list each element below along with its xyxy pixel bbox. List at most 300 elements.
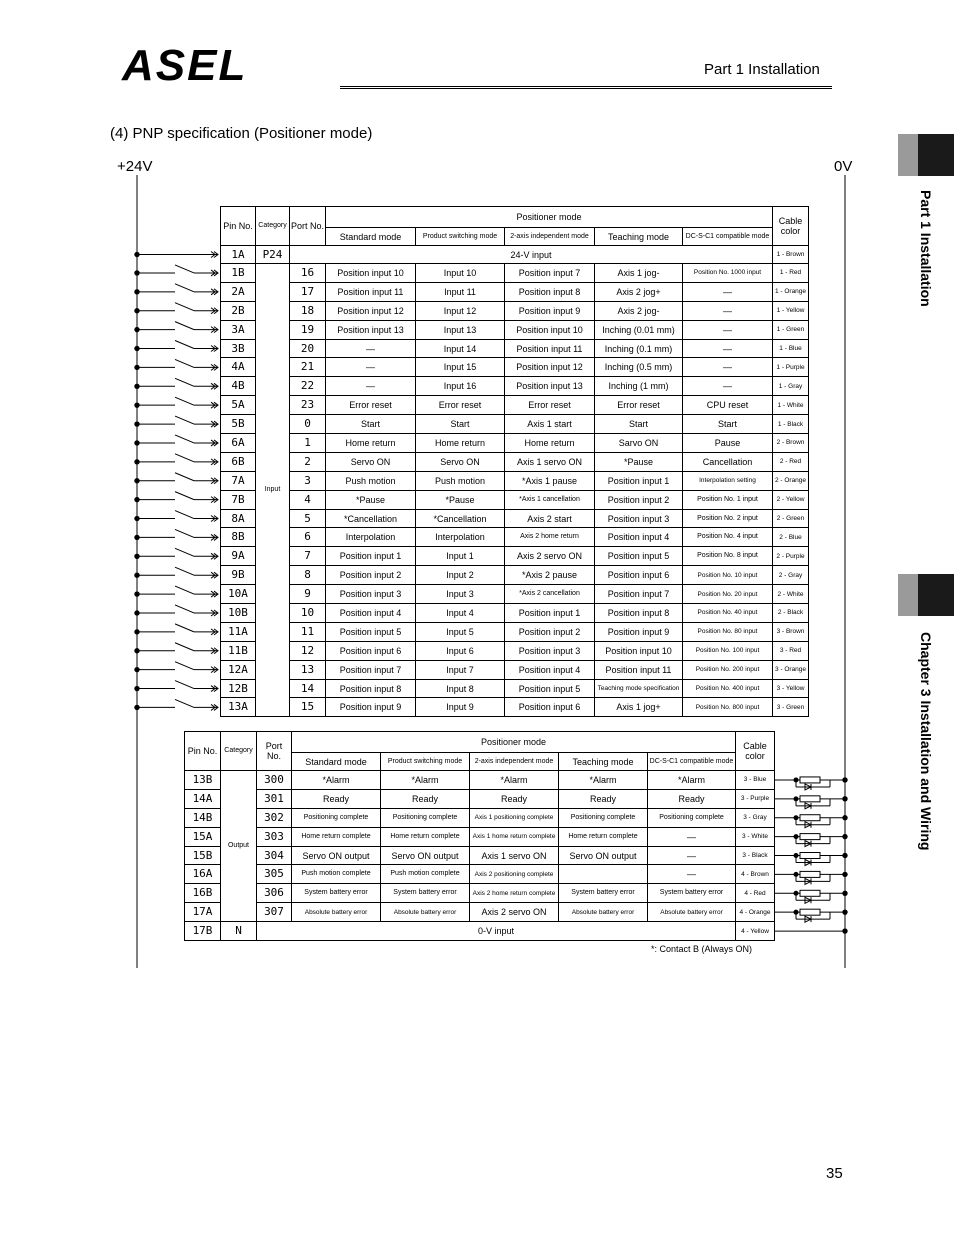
mode-cell: Position input 7 [505,264,595,283]
mode-cell: Position input 4 [326,604,416,623]
color-cell: 2 - Purple [773,547,809,566]
input-switch [175,548,194,556]
mode-cell: *Axis 1 pause [505,471,595,490]
input-switch [175,699,194,707]
pin-cell: 13B [185,771,221,790]
input-switch [175,586,194,594]
mode-cell: Position No. 100 input [683,641,773,660]
input-switch [175,359,194,367]
color-cell: 1 - Orange [773,282,809,301]
mode-cell: Input 3 [416,585,505,604]
mode-cell: *Axis 2 cancellation [505,585,595,604]
mode-cell: Position input 6 [595,566,683,585]
mode-cell: Input 8 [416,679,505,698]
color-cell: 3 - Orange [773,660,809,679]
input-switch [175,303,194,311]
pin-cell: 4A [221,358,256,377]
input-switch [175,378,194,386]
mode-cell: — [683,358,773,377]
pin-cell: 5A [221,396,256,415]
mode-cell: Input 5 [416,622,505,641]
pin-cell: 4B [221,377,256,396]
mode-cell: Error reset [416,396,505,415]
mode-cell: — [326,377,416,396]
mode-cell: — [683,377,773,396]
mode-cell: Position input 3 [505,641,595,660]
mode-cell: — [683,320,773,339]
footnote: *: Contact B (Always ON) [651,944,753,954]
mode-cell: Input 11 [416,282,505,301]
mode-cell: Input 16 [416,377,505,396]
input-switch [175,511,194,519]
port-cell: 303 [257,827,292,846]
mode-cell: *Pause [326,490,416,509]
pin-cell: 15B [185,846,221,865]
mode-cell: Axis 2 jog+ [595,282,683,301]
port-cell: 306 [257,884,292,903]
input-switch [175,322,194,330]
mode-cell: Start [326,415,416,434]
mode-cell: Home return complete [381,827,470,846]
mode-cell: Push motion [326,471,416,490]
mode-cell: Home return complete [559,827,648,846]
pin-cell: 14A [185,789,221,808]
pin-cell: 13A [221,698,256,717]
mode-cell: Position input 13 [326,320,416,339]
mode-cell: *Pause [595,452,683,471]
mode-cell: Input 2 [416,566,505,585]
header-mode-group: Positioner mode [292,732,736,753]
header-mode: Teaching mode [595,228,683,246]
mode-cell: Position input 9 [595,622,683,641]
mode-cell: Interpolation setting [683,471,773,490]
mode-cell: — [648,865,736,884]
input-switch [175,605,194,613]
port-cell: 300 [257,771,292,790]
zero-v-label: 0V [834,158,853,175]
mode-cell: — [648,827,736,846]
mode-cell: Axis 2 servo ON [470,903,559,922]
mode-cell: Push motion [416,471,505,490]
mode-cell: Inching (0.01 mm) [595,320,683,339]
color-cell: 3 - Blue [736,771,775,790]
color-cell: 1 - Green [773,320,809,339]
mode-cell: Start [416,415,505,434]
mode-cell: Start [595,415,683,434]
mode-cell: Position input 4 [505,660,595,679]
mode-cell: Position No. 40 input [683,604,773,623]
mode-cell: Positioning complete [381,808,470,827]
side-tab-chapter: Chapter 3 Installation and Wiring [918,632,934,851]
pin-cell: 10B [221,604,256,623]
mode-cell: Ready [292,789,381,808]
input-switch [175,454,194,462]
color-cell: 1 - Gray [773,377,809,396]
port-cell: 8 [290,566,326,585]
pin-cell: 2A [221,282,256,301]
mode-cell: Home return complete [292,827,381,846]
mode-cell: — [683,301,773,320]
mode-cell: Ready [559,789,648,808]
color-cell: 4 - Orange [736,903,775,922]
mode-cell: Position input 2 [326,566,416,585]
mode-cell: Position input 3 [326,585,416,604]
mode-cell: Position No. 20 input [683,585,773,604]
pin-cell: 15A [185,827,221,846]
port-cell: 6 [290,528,326,547]
mode-cell: Axis 1 start [505,415,595,434]
mode-cell: *Axis 1 cancellation [505,490,595,509]
mode-cell: Axis 1 jog+ [595,698,683,717]
mode-cell: Axis 2 servo ON [505,547,595,566]
mode-cell: — [648,846,736,865]
mode-cell: Axis 1 servo ON [505,452,595,471]
mode-cell: Start [683,415,773,434]
mode-cell: Position input 1 [326,547,416,566]
pin-cell: 11B [221,641,256,660]
mode-cell: Input 15 [416,358,505,377]
pin-cell: 1B [221,264,256,283]
header-mode: Standard mode [292,753,381,771]
category-cell: Output [221,771,257,922]
mode-cell: Position input 5 [595,547,683,566]
mode-cell: Error reset [505,396,595,415]
color-cell: 4 - Red [736,884,775,903]
mode-cell: Axis 1 jog- [595,264,683,283]
pin-cell: 2B [221,301,256,320]
mode-cell: Push motion complete [381,865,470,884]
load-resistor [800,777,820,783]
mode-cell: Home return [416,434,505,453]
mode-cell: Home return [326,434,416,453]
mode-cell: CPU reset [683,396,773,415]
pin-cell: 1A [221,246,256,264]
mode-cell: *Cancellation [416,509,505,528]
color-cell: 3 - Green [773,698,809,717]
color-cell: 1 - Purple [773,358,809,377]
input-switch [175,435,194,443]
color-cell: 2 - Black [773,604,809,623]
mode-cell: *Alarm [381,771,470,790]
pin-cell: 8A [221,509,256,528]
mode-cell: Position input 6 [326,641,416,660]
color-cell: 2 - Gray [773,566,809,585]
mode-cell: — [326,339,416,358]
mode-cell: Input 14 [416,339,505,358]
mode-cell: — [683,282,773,301]
input-switch [175,662,194,670]
header-color: Cable color [773,207,809,246]
port-cell: 4 [290,490,326,509]
pin-cell: 6B [221,452,256,471]
mode-cell: System battery error [648,884,736,903]
mode-cell: Position input 2 [595,490,683,509]
color-cell: 2 - Yellow [773,490,809,509]
mode-cell: Servo ON [416,452,505,471]
mode-cell: Position input 12 [505,358,595,377]
mode-cell: Position No. 400 input [683,679,773,698]
input-switch [175,681,194,689]
header-port: Port No. [290,207,326,246]
port-cell: 304 [257,846,292,865]
mode-cell: Axis 1 positioning complete [470,808,559,827]
category-cell: P24 [256,246,290,264]
input-switch [175,473,194,481]
mode-cell: Position input 10 [505,320,595,339]
mode-cell: Position input 5 [326,622,416,641]
port-cell: 5 [290,509,326,528]
mode-cell: Sarvo ON [595,434,683,453]
pin-cell: 3A [221,320,256,339]
output-table [184,731,775,941]
port-cell: 14 [290,679,326,698]
port-cell: 302 [257,808,292,827]
mode-cell: Position input 11 [595,660,683,679]
mode-cell: Axis 2 home return [505,528,595,547]
port-cell: 307 [257,903,292,922]
mode-cell: Position input 12 [326,301,416,320]
asel-logo: ASEL [122,41,248,90]
mode-cell: Axis 2 home return complete [470,884,559,903]
color-cell: 4 - Brown [736,865,775,884]
mode-cell: Teaching mode specification [595,679,683,698]
pin-cell: 10A [221,585,256,604]
mode-cell: Position input 8 [595,604,683,623]
mode-cell: Input 13 [416,320,505,339]
input-switch [175,643,194,651]
header-category: Category [221,732,257,771]
mode-cell: Position input 4 [595,528,683,547]
mode-cell: Position No. 10 input [683,566,773,585]
color-cell: 2 - Orange [773,471,809,490]
port-cell: 305 [257,865,292,884]
mode-cell: Input 12 [416,301,505,320]
port-cell: 20 [290,339,326,358]
header-pin: Pin No. [221,207,256,246]
mode-cell: Servo ON output [559,846,648,865]
mode-cell: Error reset [595,396,683,415]
port-cell: 10 [290,604,326,623]
load-resistor [800,871,820,877]
port-cell: 9 [290,585,326,604]
input-switch [175,265,194,273]
input-switch [175,492,194,500]
mode-cell: *Pause [416,490,505,509]
mode-cell: Input 9 [416,698,505,717]
mode-cell: *Axis 2 pause [505,566,595,585]
mode-cell: Error reset [326,396,416,415]
mode-cell: Axis 2 positioning complete [470,865,559,884]
load-resistor [800,815,820,821]
mode-cell: Position input 3 [595,509,683,528]
port-cell: 3 [290,471,326,490]
mode-cell: Position input 11 [505,339,595,358]
mode-cell: Servo ON output [292,846,381,865]
load-resistor [800,796,820,802]
color-cell: 3 - White [736,827,775,846]
mode-cell: Position No. 200 input [683,660,773,679]
mode-cell: Input 6 [416,641,505,660]
load-resistor [800,890,820,896]
port-cell: 12 [290,641,326,660]
mode-cell: Position No. 800 input [683,698,773,717]
mode-cell: Push motion complete [292,865,381,884]
pin-cell: 12B [221,679,256,698]
color-cell: 2 - Green [773,509,809,528]
color-cell: 3 - Purple [736,789,775,808]
pin-cell: 9B [221,566,256,585]
mode-cell: Ready [381,789,470,808]
mode-cell: Ready [648,789,736,808]
color-cell: 3 - Red [773,641,809,660]
pin-cell: 12A [221,660,256,679]
mode-cell: Servo ON output [381,846,470,865]
port-cell: 23 [290,396,326,415]
mode-cell: *Alarm [648,771,736,790]
mode-cell: Positioning complete [559,808,648,827]
color-cell: 4 - Yellow [736,922,775,941]
mode-cell: Cancellation [683,452,773,471]
header-mode-group: Positioner mode [326,207,773,228]
mode-cell: Pause [683,434,773,453]
mode-cell: Positioning complete [648,808,736,827]
color-cell: 3 - Gray [736,808,775,827]
pin-cell: 6A [221,434,256,453]
pin-cell: 17A [185,903,221,922]
mode-cell: Position No. 1 input [683,490,773,509]
mode-cell [559,865,648,884]
header-part-title: Part 1 Installation [704,61,820,78]
color-cell: 1 - Red [773,264,809,283]
mode-cell: Position input 1 [595,471,683,490]
pin-cell: 16A [185,865,221,884]
mode-cell: Input 7 [416,660,505,679]
mode-cell: Ready [470,789,559,808]
mode-cell: Axis 1 servo ON [470,846,559,865]
pin-cell: 7B [221,490,256,509]
mode-cell: Position input 1 [505,604,595,623]
header-mode: Product switching mode [381,753,470,771]
color-cell: 2 - Brown [773,434,809,453]
mode-cell: Axis 2 jog- [595,301,683,320]
mode-cell: Absolute battery error [292,903,381,922]
mode-cell: Inching (1 mm) [595,377,683,396]
header-color: Cable color [736,732,775,771]
pin-cell: 14B [185,808,221,827]
port-cell: 19 [290,320,326,339]
pin-cell: 17B [185,922,221,941]
mode-cell: Position input 7 [326,660,416,679]
color-cell: 1 - Black [773,415,809,434]
mode-cell: *Alarm [559,771,648,790]
header-mode: Product switching mode [416,228,505,246]
plus-24v-label: +24V [117,158,153,175]
mode-cell: Position input 5 [505,679,595,698]
port-cell: 21 [290,358,326,377]
mode-cell: Position No. 8 input [683,547,773,566]
mode-cell: System battery error [381,884,470,903]
pin-cell: 7A [221,471,256,490]
port-cell: 22 [290,377,326,396]
mode-cell: Positioning complete [292,808,381,827]
port-cell: 7 [290,547,326,566]
mode-cell: — [326,358,416,377]
mode-cell: Input 10 [416,264,505,283]
mode-cell: Input 4 [416,604,505,623]
mode-cell: Inching (0.1 mm) [595,339,683,358]
mode-cell: *Cancellation [326,509,416,528]
pin-cell: 8B [221,528,256,547]
mode-cell: Position No. 4 input [683,528,773,547]
header-mode: 2-axis independent mode [505,228,595,246]
port-cell: 0 [290,415,326,434]
color-cell: 3 - Brown [773,622,809,641]
color-cell: 2 - Blue [773,528,809,547]
category-cell: Input [256,264,290,717]
color-cell: 2 - White [773,585,809,604]
side-tab-part: Part 1 Installation [918,190,934,307]
mode-cell: Absolute battery error [559,903,648,922]
header-mode: DC-S-C1 compatible mode [683,228,773,246]
port-cell: 2 [290,452,326,471]
header-port: Port No. [257,732,292,771]
load-resistor [800,853,820,859]
color-cell: 1 - Yellow [773,301,809,320]
category-cell: N [221,922,257,941]
mode-cell: Position No. 1000 input [683,264,773,283]
color-cell: 3 - Yellow [773,679,809,698]
port-cell: 11 [290,622,326,641]
power-text: 0-V input [257,922,736,941]
input-switch [175,341,194,349]
mode-cell: Position input 10 [326,264,416,283]
input-switch [175,529,194,537]
mode-cell: Position No. 80 input [683,622,773,641]
pin-cell: 3B [221,339,256,358]
color-cell: 1 - Blue [773,339,809,358]
mode-cell: Position input 9 [505,301,595,320]
mode-cell: Servo ON [326,452,416,471]
port-cell: 18 [290,301,326,320]
mode-cell: Absolute battery error [648,903,736,922]
header-mode: DC-S-C1 compatible mode [648,753,736,771]
input-switch [175,624,194,632]
header-mode: Teaching mode [559,753,648,771]
mode-cell: Input 1 [416,547,505,566]
color-cell: 1 - Brown [773,246,809,264]
input-switch [175,567,194,575]
port-cell: 15 [290,698,326,717]
mode-cell: Position input 10 [595,641,683,660]
mode-cell: Home return [505,434,595,453]
mode-cell: *Alarm [292,771,381,790]
color-cell: 3 - Black [736,846,775,865]
pin-cell: 9A [221,547,256,566]
port-cell: 16 [290,264,326,283]
mode-cell: Position input 7 [595,585,683,604]
mode-cell: Interpolation [416,528,505,547]
mode-cell: System battery error [559,884,648,903]
load-resistor [800,834,820,840]
header-pin: Pin No. [185,732,221,771]
mode-cell: Position input 2 [505,622,595,641]
header-category: Category [256,207,290,246]
mode-cell: Position input 8 [326,679,416,698]
pin-cell: 5B [221,415,256,434]
pin-cell: 11A [221,622,256,641]
color-cell: 2 - Red [773,452,809,471]
power-text: 24-V input [290,246,773,264]
